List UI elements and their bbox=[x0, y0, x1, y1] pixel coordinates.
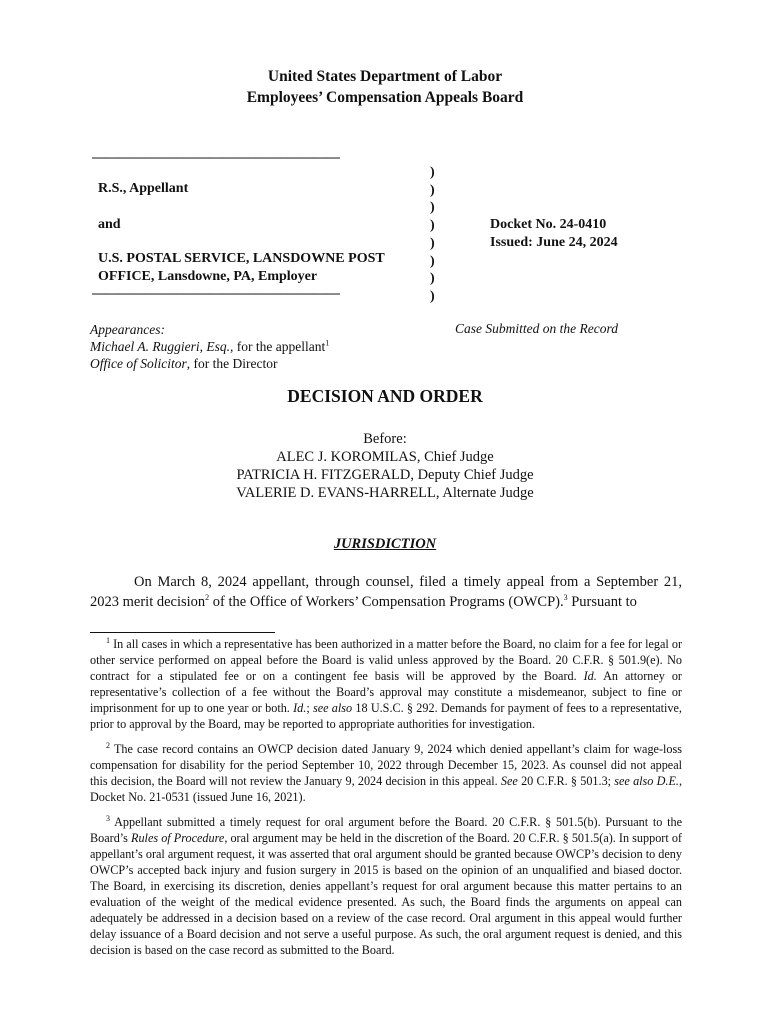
footnote-1 bbox=[90, 636, 682, 732]
appellant-name: R.S., Appellant bbox=[98, 181, 189, 196]
employer-name bbox=[98, 250, 385, 286]
footnote-number: 1 bbox=[106, 635, 110, 645]
case-submitted-note: Case Submitted on the Record bbox=[455, 321, 618, 336]
decision-title: DECISION AND ORDER bbox=[287, 386, 483, 406]
paragraph-text: Pursuant to bbox=[567, 594, 637, 610]
jurisdiction-paragraph bbox=[90, 572, 682, 612]
footnote-ref-1: 1 bbox=[325, 338, 330, 348]
caption-and: and bbox=[98, 217, 121, 232]
board-title: Employees’ Compensation Appeals Board bbox=[246, 89, 524, 106]
footnote-number: 2 bbox=[106, 740, 110, 750]
solicitor-name: Office of Solicitor bbox=[90, 356, 187, 371]
citation-signal: See bbox=[500, 774, 518, 788]
paren: ) bbox=[430, 218, 435, 234]
rules-title: Rules of Procedure bbox=[131, 831, 225, 845]
paragraph-text: of the Office of Workers’ Compensation Programs (OWCP). bbox=[209, 594, 564, 610]
footnote-text: , Docket No. 21-0531 (issued June 16, 2021). bbox=[90, 774, 683, 804]
paren: ) bbox=[430, 235, 435, 251]
jurisdiction-heading: JURISDICTION bbox=[333, 536, 437, 552]
counsel-role: , for the appellant bbox=[229, 339, 326, 354]
solicitor-role: , for the Director bbox=[186, 356, 278, 371]
footnote-text: 20 C.F.R. § 501.3; bbox=[517, 774, 615, 788]
paren: ) bbox=[430, 200, 435, 216]
citation-signal: see also D.E. bbox=[614, 774, 679, 788]
paren: ) bbox=[430, 271, 435, 287]
appearance-counsel bbox=[90, 338, 329, 355]
issued-date: Issued: June 24, 2024 bbox=[490, 235, 618, 250]
paragraph-text: On March 8, 2024 appellant, through counsel, filed a timely appeal from a September 21, 2023 merit decision bbox=[90, 574, 682, 610]
footnote-text: An attorney or representative’s collection of a fee without the Board’s approval may constitute a misdemeanor, subject to fine or imprisonment for up to one year or both. bbox=[90, 669, 682, 715]
paren: ) bbox=[430, 165, 435, 180]
citation-id: Id. bbox=[583, 669, 597, 683]
caption-parentheses bbox=[430, 164, 435, 306]
caption-bottom-rule: ——————————————————— bbox=[92, 286, 339, 301]
paren: ) bbox=[430, 182, 435, 198]
department-title: United States Department of Labor bbox=[267, 68, 503, 85]
footnote-text: 18 U.S.C. § 292. Demands for payment of fees to a representative, prior to approval by the Board, may be reported to appropriate authorities for investigation. bbox=[90, 701, 682, 731]
appearance-solicitor bbox=[90, 355, 329, 372]
citation-id: Id. bbox=[293, 701, 307, 715]
before-label: Before: bbox=[363, 431, 407, 447]
paren: ) bbox=[430, 253, 435, 269]
appearances-heading: Appearances: bbox=[90, 322, 165, 337]
docket-block bbox=[490, 216, 618, 252]
footnote-text: ; bbox=[306, 701, 313, 715]
paren: ) bbox=[430, 288, 435, 304]
citation-signal: see also bbox=[312, 701, 353, 715]
case-caption bbox=[92, 150, 692, 310]
footnote-text: Appellant submitted a timely request for oral argument before the Board. 20 C.F.R. § 501.5(b). Pursuant to the Board’s bbox=[90, 815, 682, 845]
employer-line-1: U.S. POSTAL SERVICE, LANSDOWNE POST bbox=[98, 251, 385, 266]
footnote-text: , oral argument may be held in the discretion of the Board. 20 C.F.R. § 501.5(a). In support of appellant’s oral argument request, it was asserted that oral argument should be granted because OWCP’s decision to deny OWCP’s accepted back injury and fusion surgery in 2015 is based on the opinion of an unqualified and biased doctor. The Board, in exercising its discretion, denies appellant’s request for oral argument because this matter pertains to an evaluation of the weight of the medical evidence presented. As such, the Board finds the arguments on appeal can adequately be addressed in a decision based on a review of the case record. Oral argument in this appeal would further delay issuance of a Board decision and not serve a useful purpose. As such, the oral argument request is denied, and this decision is based on the case record as submitted to the Board. bbox=[90, 831, 682, 957]
footnote-ref-3: 3 bbox=[563, 593, 568, 603]
footnotes bbox=[90, 636, 682, 967]
judges-panel bbox=[0, 430, 770, 502]
judge-1: ALEC J. KOROMILAS, Chief Judge bbox=[276, 449, 494, 465]
counsel-name: Michael A. Ruggieri, Esq. bbox=[90, 339, 230, 354]
footnote-number: 3 bbox=[106, 813, 110, 823]
agency-header bbox=[0, 66, 770, 108]
footnote-ref-2: 2 bbox=[205, 593, 210, 603]
footnote-text: The case record contains an OWCP decision dated January 9, 2024 which denied appellant’s claim for wage-loss compensation for disability for the period September 10, 2022 through December 15, 2023. As counsel did not appeal this decision, the Board will not review the January 9, 2024 decision in this appeal. bbox=[90, 742, 682, 788]
footnote-3 bbox=[90, 814, 682, 958]
docket-number: Docket No. 24-0410 bbox=[490, 217, 607, 232]
caption-top-rule: ——————————————————— bbox=[92, 150, 339, 165]
judge-2: PATRICIA H. FITZGERALD, Deputy Chief Judge bbox=[236, 467, 534, 483]
appearances-block bbox=[90, 321, 329, 372]
footnote-text: In all cases in which a representative has been authorized in a matter before the Board, no claim for a fee for legal or other service performed on appeal before the Board is valid unless approved by the Board. 20 C.F.R. § 501.9(e). No contract for a stipulated fee or on a contingent fee basis will be approved by the Board. bbox=[90, 637, 682, 683]
employer-line-2: OFFICE, Lansdowne, PA, Employer bbox=[98, 269, 318, 284]
judge-3: VALERIE D. EVANS-HARRELL, Alternate Judge bbox=[236, 485, 534, 501]
footnote-separator bbox=[90, 632, 275, 633]
footnote-2 bbox=[90, 741, 682, 805]
